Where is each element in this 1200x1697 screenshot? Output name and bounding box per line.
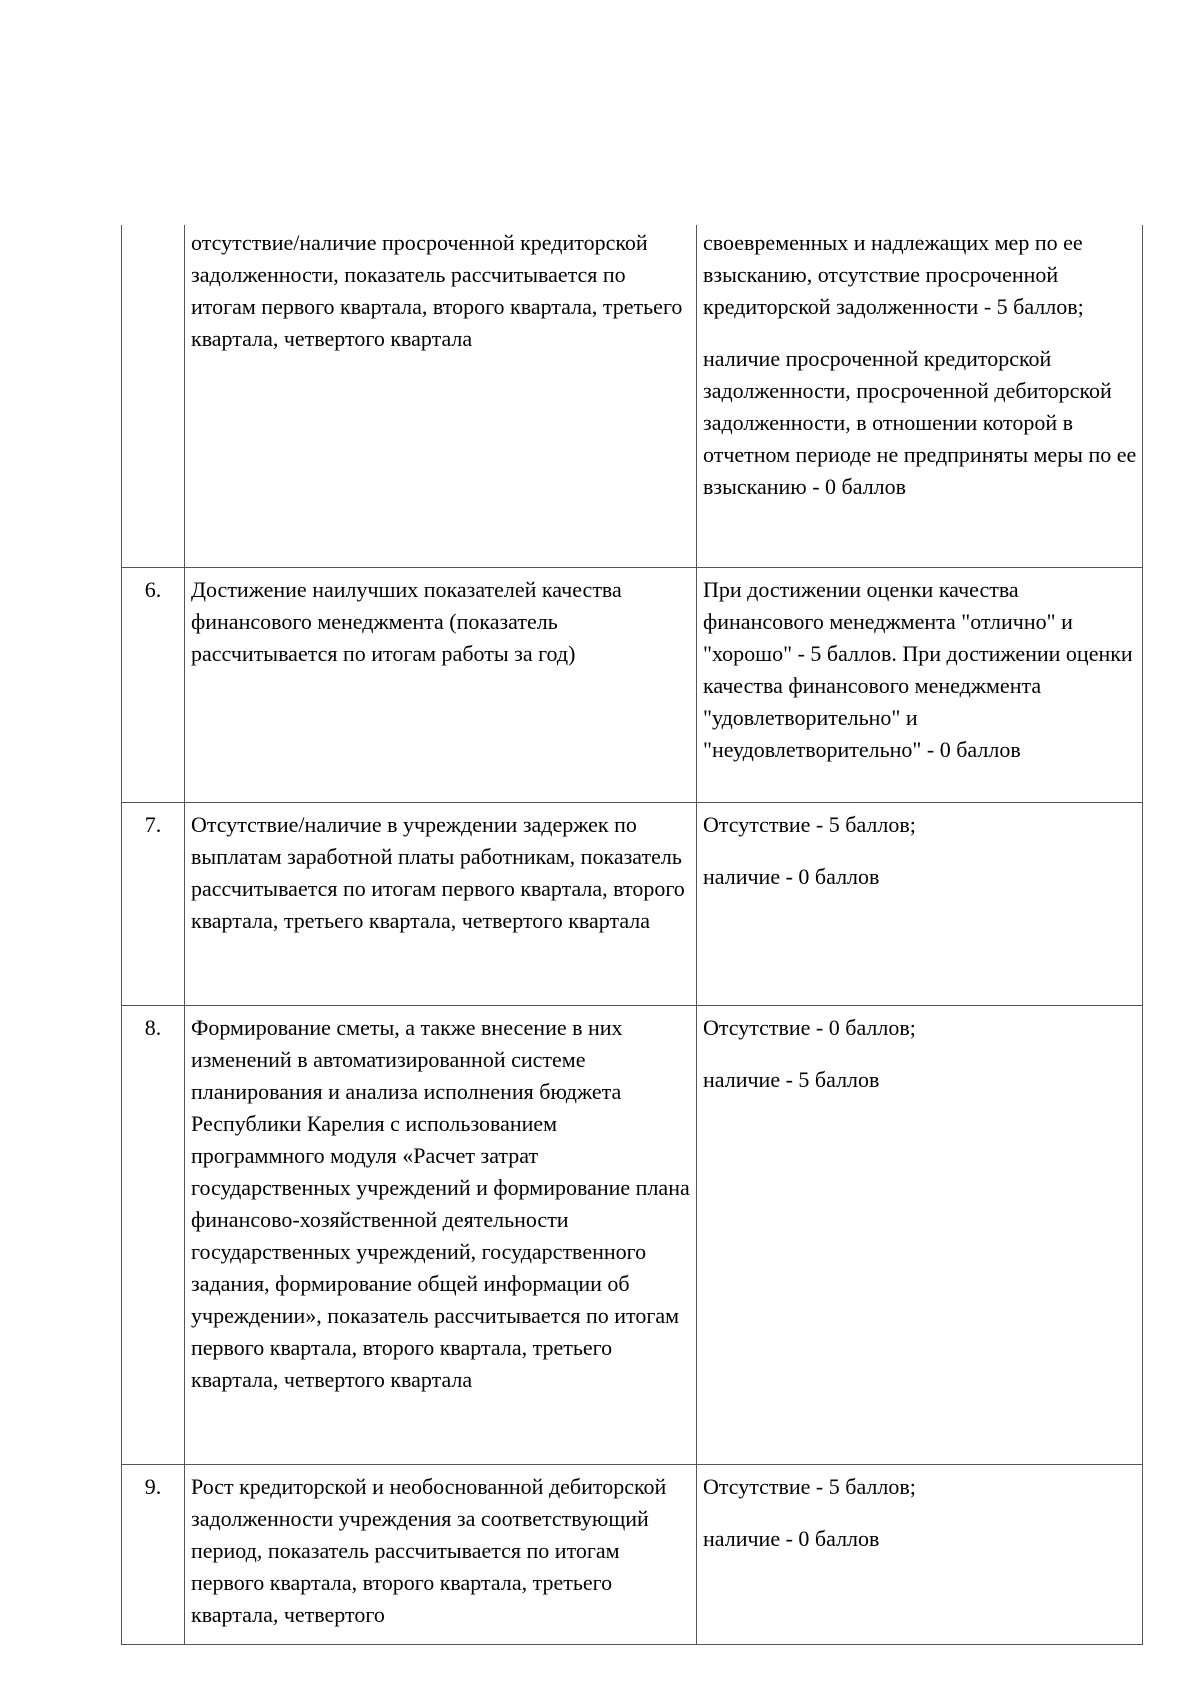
criteria-text: Отсутствие - 0 баллов; bbox=[703, 1015, 916, 1040]
criteria-text: При достижении оценки качества финансового менеджмента "отлично" и "хорошо" - 5 баллов. При достижении оценки качества финансового менеджмента "удовлетворительно" и "неудовлетворительно" - 0 баллов bbox=[703, 577, 1133, 762]
criteria-text: своевременных и надлежащих мер по ее взысканию, отсутствие просроченной кредиторской задолженности - 5 баллов; bbox=[703, 230, 1084, 319]
table-row bbox=[122, 1465, 1143, 1645]
table-row bbox=[122, 803, 1143, 1006]
criteria-cell bbox=[697, 225, 1143, 568]
row-number: 8. bbox=[122, 1006, 185, 1465]
row-number: 9. bbox=[122, 1465, 185, 1645]
criteria-cell bbox=[697, 568, 1143, 803]
criteria-table bbox=[121, 225, 1143, 1645]
criteria-cell bbox=[697, 1006, 1143, 1465]
criteria-text: наличие - 5 баллов bbox=[703, 1067, 880, 1092]
indicator-cell: Отсутствие/наличие в учреждении задержек по выплатам заработной платы работникам, показатель рассчитывается по итогам первого квартала, второго квартала, третьего квартала, четвертого квартала bbox=[185, 803, 697, 1006]
row-number: 7. bbox=[122, 803, 185, 1006]
table-row bbox=[122, 568, 1143, 803]
criteria-cell bbox=[697, 1465, 1143, 1645]
criteria-text: Отсутствие - 5 баллов; bbox=[703, 812, 916, 837]
table-row bbox=[122, 1006, 1143, 1465]
criteria-text: наличие просроченной кредиторской задолженности, просроченной дебиторской задолженности, в отношении которой в отчетном периоде не предприняты меры по ее взысканию - 0 баллов bbox=[703, 346, 1137, 499]
indicator-cell: Рост кредиторской и необоснованной дебиторской задолженности учреждения за соответствующий период, показатель рассчитывается по итогам первого квартала, второго квартала, третьего квартала, четвертого bbox=[185, 1465, 697, 1645]
criteria-text: наличие - 0 баллов bbox=[703, 1526, 880, 1551]
table-row bbox=[122, 225, 1143, 568]
indicator-cell: Достижение наилучших показателей качества финансового менеджмента (показатель рассчитывается по итогам работы за год) bbox=[185, 568, 697, 803]
indicator-cell: отсутствие/наличие просроченной кредиторской задолженности, показатель рассчитывается по итогам первого квартала, второго квартала, третьего квартала, четвертого квартала bbox=[185, 225, 697, 568]
row-number: 6. bbox=[122, 568, 185, 803]
criteria-cell bbox=[697, 803, 1143, 1006]
criteria-text: наличие - 0 баллов bbox=[703, 864, 880, 889]
row-number bbox=[122, 225, 185, 568]
criteria-text: Отсутствие - 5 баллов; bbox=[703, 1474, 916, 1499]
indicator-cell: Формирование сметы, а также внесение в них изменений в автоматизированной системе планирования и анализа исполнения бюджета Республики Карелия с использованием программного модуля «Расчет затрат государственных учреждений и формирование плана финансово-хозяйственной деятельности государственных учреждений, государственного задания, формирование общей информации об учреждении», показатель рассчитывается по итогам первого квартала, второго квартала, третьего квартала, четвертого квартала bbox=[185, 1006, 697, 1465]
